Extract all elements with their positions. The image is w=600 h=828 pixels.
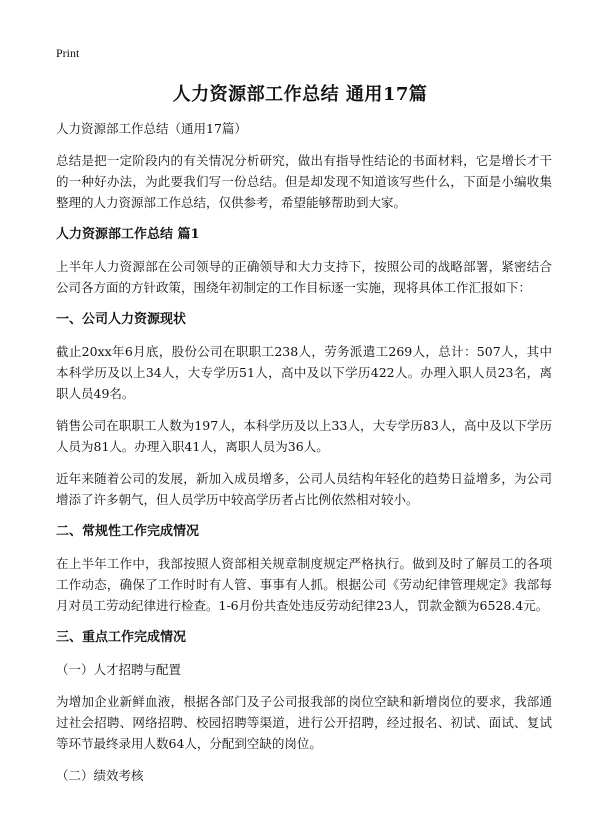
chapter-heading: 人力资源部工作总结 篇1 <box>56 227 200 242</box>
document-title: 人力资源部工作总结 通用17篇 <box>172 84 428 105</box>
section3-subheading: （二）绩效考核 <box>56 768 144 783</box>
document-body <box>56 118 552 797</box>
section3-subheading: （一）人才招聘与配置 <box>56 662 182 677</box>
section2-paragraph: 在上半年工作中，我部按照人资部相关规章制度规定严格执行。做到及时了解员工的各项工作动态，确保了工作时时有人管、事事有人抓。根据公司《劳动纪律管理规定》我部每月对员工劳动纪律进行检查。1-6月份共查处违反劳动纪律23人，罚款金额为6528.4元。 <box>56 556 552 613</box>
section1-heading: 一、公司人力资源现状 <box>56 312 187 327</box>
section1-paragraph: 截止20xx年6月底，股份公司在职职工238人，劳务派遣工269人，总计：507人，其中本科学历及以上34人，大专学历51人，高中及以下学历422人。办理入职人员23名，离职人员49名。 <box>56 344 552 401</box>
chapter-intro-paragraph: 上半年人力资源部在公司领导的正确领导和大力支持下，按照公司的战略部署，紧密结合公司各方面的方针政策，围绕年初制定的工作目标逐一实施，现将具体工作汇报如下： <box>56 259 552 295</box>
section1-paragraph: 销售公司在职职工人数为197人，本科学历及以上33人，大专学历83人，高中及以下学历人员为81人。办理入职41人，离职人员为36人。 <box>56 418 552 454</box>
section1-paragraph: 近年来随着公司的发展，新加入成员增多，公司人员结构年轻化的趋势日益增多，为公司增添了许多朝气，但人员学历中较高学历者占比例依然相对较小。 <box>56 471 552 507</box>
section3-paragraph: 为增加企业新鲜血液，根据各部门及子公司报我部的岗位空缺和新增岗位的要求，我部通过社会招聘、网络招聘、校园招聘等渠道，进行公开招聘，经过报名、初试、面试、复试等环节最终录用人数64人，分配到空缺的岗位。 <box>56 694 552 751</box>
intro-paragraph: 总结是把一定阶段内的有关情况分析研究，做出有指导性结论的书面材料，它是增长才干的一种好办法，为此要我们写一份总结。但是却发现不知道该写些什么，下面是小编收集整理的人力资源部工作总结，仅供参考，希望能够帮助到大家。 <box>56 153 552 210</box>
print-label[interactable]: Print <box>56 46 80 60</box>
section3-heading: 三、重点工作完成情况 <box>56 630 187 645</box>
document-subtitle: 人力资源部工作总结（通用17篇） <box>56 121 247 136</box>
section2-heading: 二、常规性工作完成情况 <box>56 524 200 539</box>
